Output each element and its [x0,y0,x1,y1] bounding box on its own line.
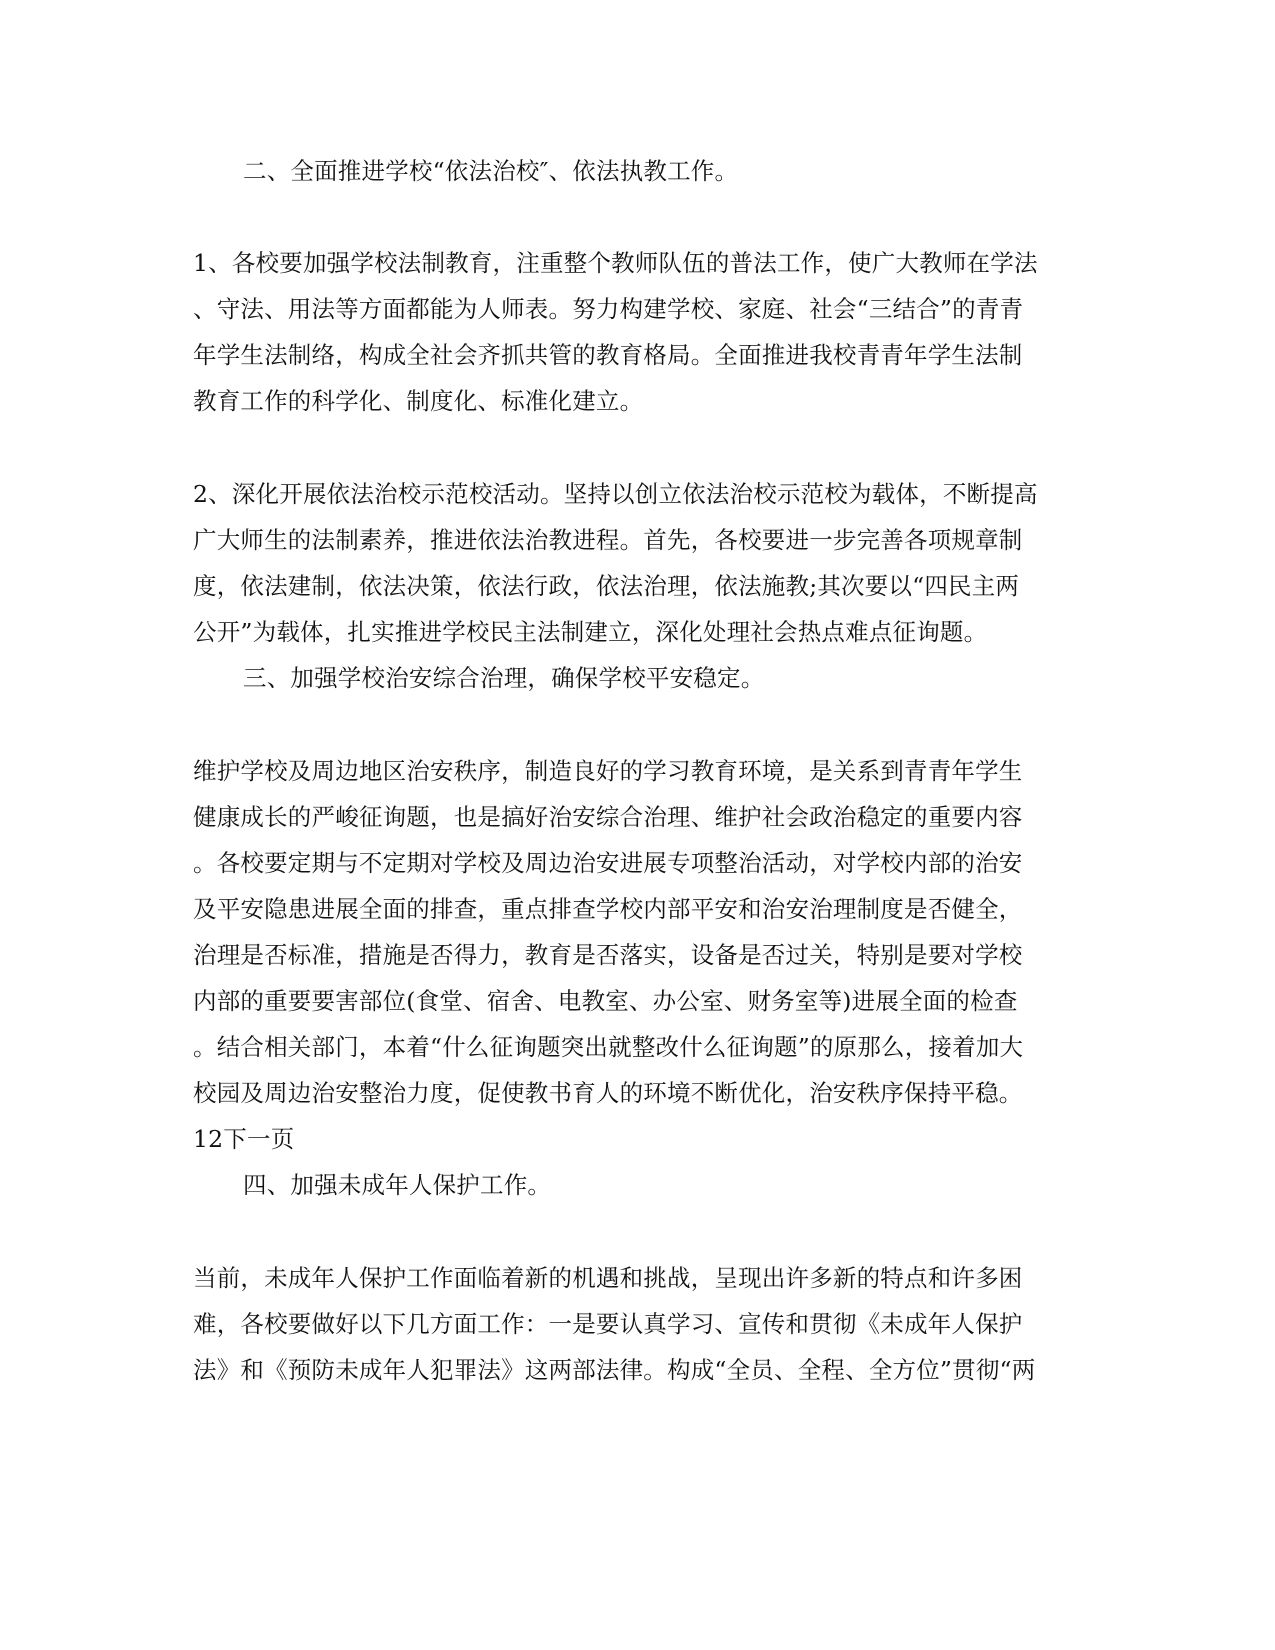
page-navigation-text: 12下一页 [193,1125,295,1153]
paragraph-line: 2、深化开展依法治校示范校活动。坚持以创立依法治校示范校为载体，不断提高 [193,480,1038,508]
section-heading-3: 三、加强学校治安综合治理，确保学校平安稳定。 [243,664,765,692]
section-heading-2: 二、全面推进学校“依法治校″、依法执教工作。 [243,157,739,185]
paragraph-line: 及平安隐患进展全面的排查，重点排查学校内部平安和治安治理制度是否健全， [193,895,1023,923]
paragraph-line: 广大师生的法制素养，推进依法治教进程。首先，各校要进一步完善各项规章制 [193,526,1023,554]
paragraph-line: 。结合相关部门，本着“什么征询题突出就整改什么征询题”的原那么，接着加大 [193,1033,1024,1061]
paragraph-line: 1、各校要加强学校法制教育，注重整个教师队伍的普法工作，使广大教师在学法 [193,249,1038,277]
section-heading-4: 四、加强未成年人保护工作。 [243,1171,552,1199]
paragraph-line: 公开”为载体，扎实推进学校民主法制建立，深化处理社会热点难点征询题。 [193,618,988,646]
paragraph-line: 难，各校要做好以下几方面工作：一是要认真学习、宣传和贯彻《未成年人保护 [193,1310,1023,1338]
paragraph-line: 法》和《预防未成年人犯罪法》这两部法律。构成“全员、全程、全方位”贯彻“两 [193,1356,1036,1384]
paragraph-line: 度，依法建制，依法决策，依法行政，依法治理，依法施教;其次要以“四民主两 [193,572,1020,600]
paragraph-line: 维护学校及周边地区治安秩序，制造良好的学习教育环境，是关系到青青年学生 [193,757,1023,785]
paragraph-line: 健康成长的严峻征询题，也是搞好治安综合治理、维护社会政治稳定的重要内容 [193,803,1023,831]
paragraph-line: 教育工作的科学化、制度化、标准化建立。 [193,387,644,415]
paragraph-line: 治理是否标准，措施是否得力，教育是否落实，设备是否过关，特别是要对学校 [193,941,1023,969]
paragraph-line: 当前，未成年人保护工作面临着新的机遇和挑战，呈现出许多新的特点和许多困 [193,1264,1023,1292]
paragraph-line: 。各校要定期与不定期对学校及周边治安进展专项整治活动，对学校内部的治安 [193,849,1023,877]
paragraph-line: 校园及周边治安整治力度，促使教书育人的环境不断优化，治安秩序保持平稳。 [193,1079,1023,1107]
paragraph-line: 内部的重要要害部位(食堂、宿舍、电教室、办公室、财务室等)进展全面的检查 [193,987,1018,1015]
paragraph-line: 年学生法制络，构成全社会齐抓共管的教育格局。全面推进我校青青年学生法制 [193,341,1023,369]
paragraph-line: 、守法、用法等方面都能为人师表。努力构建学校、家庭、社会“三结合”的青青 [193,295,1024,323]
